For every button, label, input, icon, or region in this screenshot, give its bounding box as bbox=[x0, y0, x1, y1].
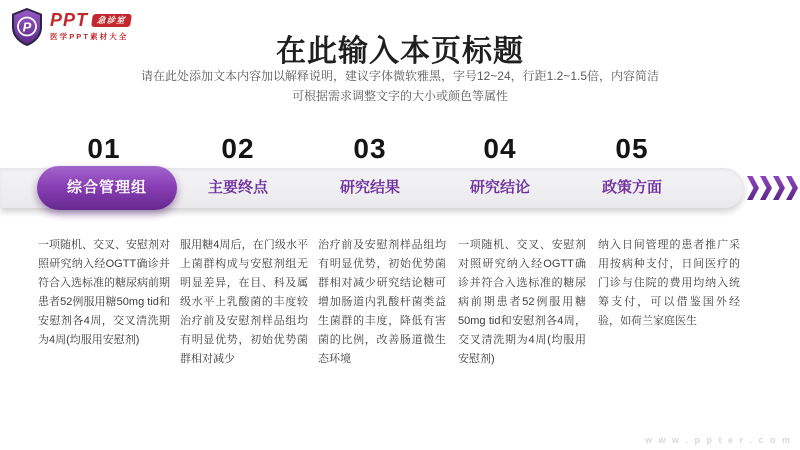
step-body-5: 纳入日间管理的患者推广采用按病种支付，日间医疗的门诊与住院的费用均纳入统筹支付，可以借鉴国外经验，如荷兰家庭医生 bbox=[598, 239, 740, 327]
chevron-icon bbox=[773, 176, 785, 200]
step-body-2: 服用糖4周后，在门级水平上菌群构成与安慰剂组无明显差异，在目、科及属级水平上乳酸菌的丰度较治疗前及安慰剂样品组均有明显优势，初始优势菌群相对减少 bbox=[180, 239, 308, 365]
tab-item-2[interactable]: 主要终点 bbox=[207, 179, 268, 196]
step-number-4: 04 bbox=[483, 133, 517, 164]
subtitle-line-1: 请在此处添加文本内容加以解释说明，建议字体微软雅黑，字号12~24，行距1.2~1.5倍，内容简洁 bbox=[140, 69, 660, 83]
tab-item-active[interactable]: 综合管理组 bbox=[37, 166, 177, 210]
step-number-3: 03 bbox=[353, 133, 387, 164]
page-subtitle bbox=[60, 67, 740, 107]
page-title: 在此输入本页标题 bbox=[276, 35, 524, 68]
tab-item-5[interactable]: 政策方面 bbox=[601, 179, 662, 196]
forward-chevrons-icon bbox=[747, 175, 799, 201]
step-number-5: 05 bbox=[615, 133, 649, 164]
chevron-icon bbox=[786, 176, 798, 200]
shield-letter: P bbox=[22, 19, 32, 35]
brand-badge: 急诊室 bbox=[91, 14, 131, 27]
step-body-4: 一项随机、交叉、安慰剂对照研究纳入经OGTT确诊并符合入选标准的糖尿病前期患者52例服用糖50mg tid和安慰剂各4周，交叉清洗期为4周(均服用安慰剂) bbox=[458, 239, 586, 365]
tab-item-3[interactable]: 研究结果 bbox=[339, 179, 400, 196]
step-number-2: 02 bbox=[221, 133, 255, 164]
brand-name: PPT bbox=[50, 10, 89, 30]
step-body-1: 一项随机、交叉、安慰剂对照研究纳入经OGTT确诊并符合入选标准的糖尿病前期患者52例服用糖50mg tid和安慰剂各4周，交叉清洗期为4周(均服用安慰剂) bbox=[38, 239, 170, 346]
tab-item-4[interactable]: 研究结论 bbox=[469, 179, 530, 196]
brand-tagline: 医学PPT素材大全 bbox=[50, 32, 129, 41]
chevron-icon bbox=[760, 176, 772, 200]
step-number-1: 01 bbox=[87, 133, 121, 164]
watermark: w w w . p p t e r . c o m bbox=[644, 435, 792, 445]
step-body-3: 治疗前及安慰剂样品组均有明显优势，初始优势菌群相对减少研究结论糖可增加肠道内乳酸杆菌类益生菌群的丰度，降低有害菌的比例，改善肠道微生态环境 bbox=[318, 239, 446, 365]
chevron-icon bbox=[747, 176, 759, 200]
subtitle-line-2: 可根据需求调整文字的大小或颜色等属性 bbox=[291, 88, 508, 103]
